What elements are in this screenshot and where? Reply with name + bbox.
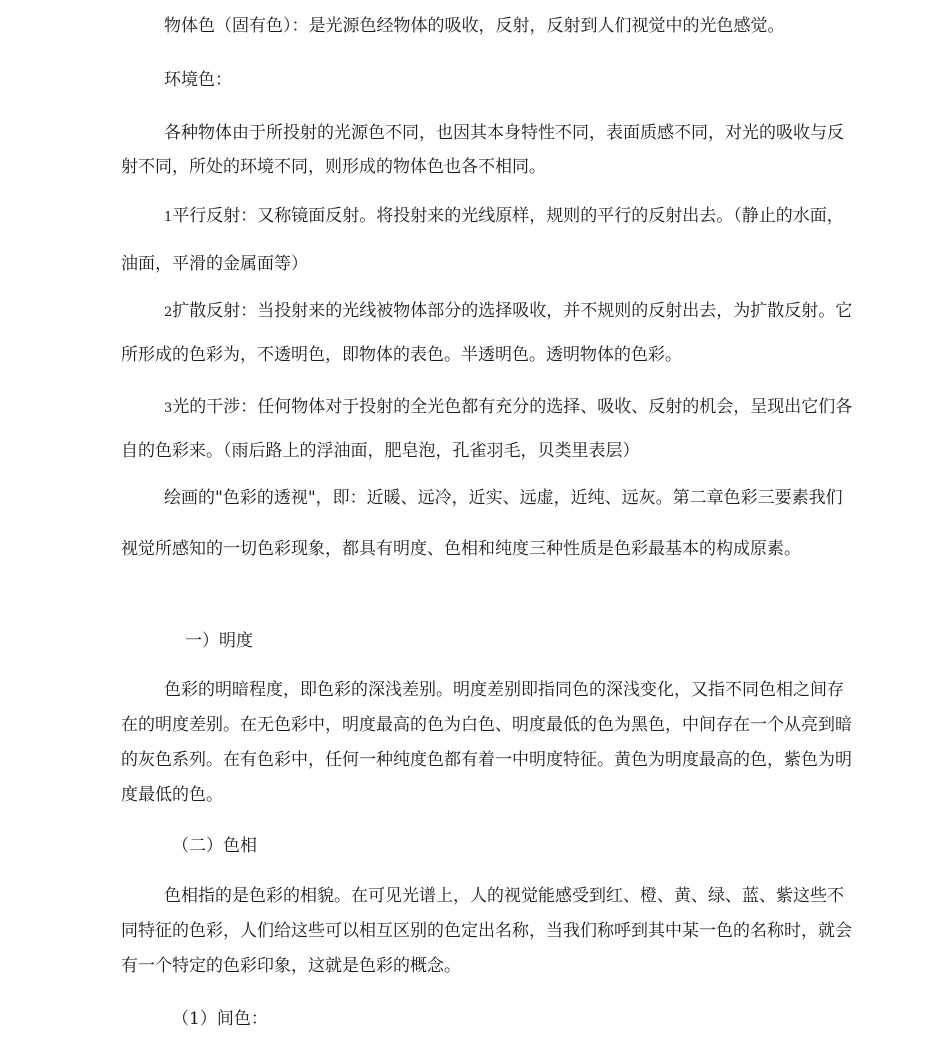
paragraph-parallel-reflection: 1平行反射：又称镜面反射。将投射来的光线原样，规则的平行的反射出去。（静止的水面，油面，平滑的金属面等）	[121, 206, 844, 274]
paragraph-object-color-variation: 各种物体由于所投射的光源色不同，也因其本身特性不同，表面质感不同，对光的吸收与反射不同，所处的环境不同，则形成的物体色也各不相同。	[121, 123, 844, 177]
paragraph-light-interference: 3光的干涉：任何物体对于投射的全光色都有充分的选择、吸收、反射的机会，呈现出它们各自的色彩来。（雨后路上的浮油面，肥皂泡，孔雀羽毛，贝类里表层）	[121, 397, 853, 461]
item-number: 3	[164, 401, 173, 416]
paragraph-environment-color: 环境色：	[164, 70, 232, 90]
paragraph-object-color: 物体色（固有色）：是光源色经物体的吸收，反射，反射到人们视觉中的光色感觉。	[164, 16, 785, 36]
paragraph-brightness: 色彩的明暗程度，即色彩的深浅差别。明度差别即指同色的深浅变化，又指不同色相之间存在的明度差别。在无色彩中，明度最高的色为白色、明度最低的色为黑色，中间存在一个从亮到暗的灰色系列。在有色彩中，任何一种纯度色都有着一中明度特征。黄色为明度最高的色，紫色为明度最低的色。	[121, 680, 852, 805]
paragraph-diffuse-reflection: 2扩散反射：当投射来的光线被物体部分的选择吸收，并不规则的反射出去，为扩散反射。它所形成的色彩为，不透明色，即物体的表色。半透明色。透明物体的色彩。	[121, 301, 853, 365]
item-number: 1	[164, 210, 173, 225]
heading-hue: （二）色相	[172, 836, 257, 856]
heading-brightness: 一）明度	[185, 631, 253, 651]
heading-intermediate-color: （1）间色：	[172, 1009, 268, 1029]
paragraph-color-perspective: 绘画的"色彩的透视"，即：近暖、远冷，近实、远虚，近纯、远灰。第二章色彩三要素我们视觉所感知的一切色彩现象，都具有明度、色相和纯度三种性质是色彩最基本的构成原素。	[121, 488, 843, 559]
item-number: 2	[164, 305, 173, 320]
paragraph-hue: 色相指的是色彩的相貌。在可见光谱上，人的视觉能感受到红、橙、黄、绿、蓝、紫这些不同特征的色彩，人们给这些可以相互区别的色定出名称，当我们称呼到其中某一色的名称时，就会有一个特定的色彩印象，这就是色彩的概念。	[121, 886, 852, 976]
